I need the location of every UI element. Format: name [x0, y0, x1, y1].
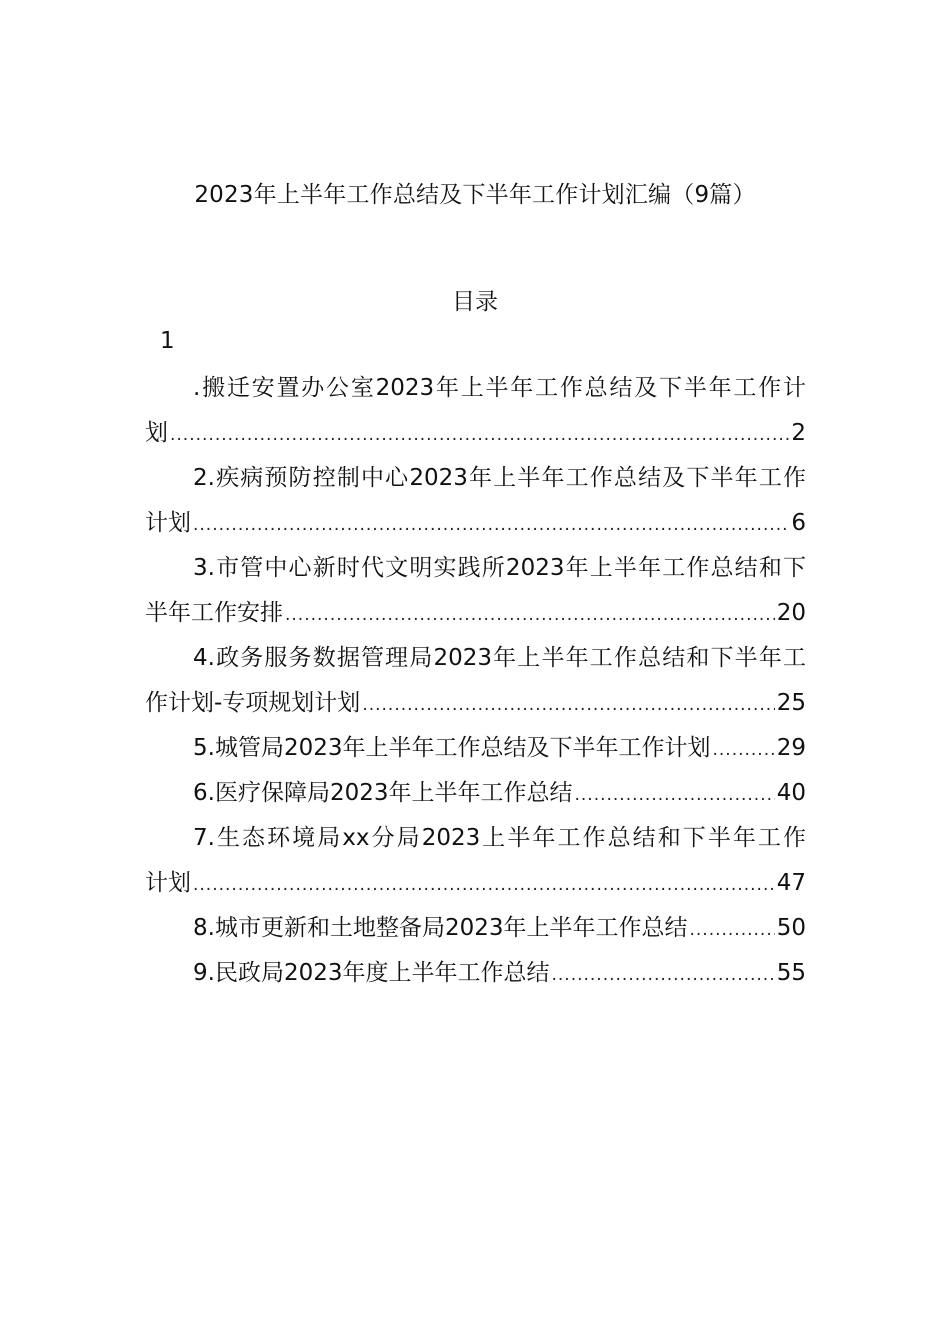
- table-of-contents: [145, 366, 806, 996]
- toc-entry-2-line1[interactable]: 2.疾病预防控制中心2023年上半年工作总结及下半年工作: [193, 465, 806, 491]
- toc-heading: 目录: [452, 289, 498, 315]
- stray-number: 1: [160, 328, 175, 354]
- dot-leader: [193, 503, 789, 546]
- toc-entry-text: 6.医疗保障局2023年上半年工作总结: [193, 780, 573, 806]
- toc-page-number: 47: [776, 870, 806, 896]
- toc-page-number: 29: [776, 735, 806, 761]
- document-title: 2023年上半年工作总结及下半年工作计划汇编（9篇）: [194, 182, 756, 208]
- toc-page-number: 20: [776, 600, 806, 626]
- toc-entry-7-line2[interactable]: [145, 861, 806, 906]
- dot-leader: [551, 953, 774, 996]
- toc-entry-text: 8.城市更新和土地整备局2023年上半年工作总结: [193, 915, 688, 941]
- dot-leader: [574, 773, 774, 816]
- toc-entry-2-line2[interactable]: [145, 501, 806, 546]
- toc-entry-text: 作计划-专项规划计划: [145, 690, 361, 716]
- toc-entry-6[interactable]: [145, 771, 806, 816]
- toc-entry-text: 5.城管局2023年上半年工作总结及下半年工作计划: [193, 735, 711, 761]
- toc-entry-text: 计划: [145, 870, 191, 896]
- toc-page-number: 25: [776, 690, 806, 716]
- dot-leader: [689, 908, 774, 951]
- toc-entry-text: 半年工作安排: [145, 600, 283, 626]
- toc-page-number: 2: [791, 420, 806, 446]
- toc-entry-5[interactable]: [145, 726, 806, 771]
- toc-entry-7-line1[interactable]: 7.生态环境局xx分局2023上半年工作总结和下半年工作: [193, 825, 806, 851]
- toc-entry-4-line1[interactable]: 4.政务服务数据管理局2023年上半年工作总结和下半年工: [193, 645, 806, 671]
- toc-entry-3-line1[interactable]: 3.市管中心新时代文明实践所2023年上半年工作总结和下: [193, 555, 806, 581]
- toc-entry-text: 9.民政局2023年度上半年工作总结: [193, 960, 550, 986]
- toc-entry-text: 计划: [145, 510, 191, 536]
- dot-leader: [712, 728, 774, 771]
- toc-page-number: 40: [776, 780, 806, 806]
- toc-entry-1-line2[interactable]: [145, 411, 806, 456]
- dot-leader: [285, 593, 775, 636]
- dot-leader: [362, 683, 774, 726]
- toc-entry-3-line2[interactable]: [145, 591, 806, 636]
- toc-page-number: 6: [791, 510, 806, 536]
- toc-page-number: 50: [776, 915, 806, 941]
- dot-leader: [170, 413, 789, 456]
- toc-page-number: 55: [776, 960, 806, 986]
- toc-entry-text: 划: [145, 420, 168, 446]
- toc-entry-8[interactable]: [145, 906, 806, 951]
- toc-entry-4-line2[interactable]: [145, 681, 806, 726]
- toc-entry-1-line1[interactable]: .搬迁安置办公室2023年上半年工作总结及下半年工作计: [193, 375, 806, 401]
- dot-leader: [193, 863, 775, 906]
- toc-entry-9[interactable]: [145, 951, 806, 996]
